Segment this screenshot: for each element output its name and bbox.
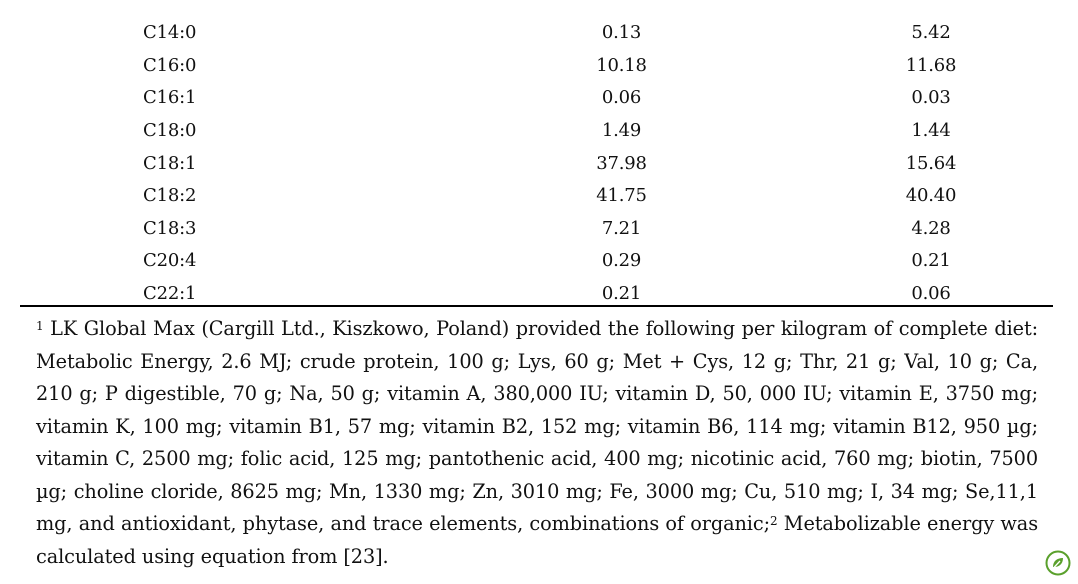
value-a-cell: 0.29 xyxy=(601,250,642,272)
value-b-cell: 40.40 xyxy=(905,185,957,207)
table-row xyxy=(22,245,1052,278)
value-a-cell: 7.21 xyxy=(601,217,642,239)
footnote-marker-1: 1 xyxy=(36,319,44,333)
table-row xyxy=(22,17,1052,50)
value-b-cell: 15.64 xyxy=(905,152,957,174)
value-a-cell: 0.21 xyxy=(601,283,642,305)
table-footnote xyxy=(36,313,1038,573)
value-a-cell: 0.13 xyxy=(601,22,642,44)
fatty-acid-table-container xyxy=(22,17,1052,310)
fatty-acid-table-body xyxy=(22,17,1052,310)
table-row xyxy=(22,180,1052,213)
value-b-cell: 0.06 xyxy=(911,283,951,305)
footnote-text-2: Metabolizable energy was calculated using equation from [23]. xyxy=(36,512,1039,568)
footnote-text-1: LK Global Max (Cargill Ltd., Kiszkowo, Poland) provided the following per kilogram of complete diet: Metabolic Energy, 2.6 MJ; crude protein, 100 g; Lys, 60 g; Met + Cys, 12 g; Thr, 21 g; Val, 10 g; Ca, 210 g; P digestible, 70 g; Na, 50 g; vitamin A, 380,000 IU; vitamin D, 50, 000 IU; vitamin E, 3750 mg; vitamin K, 100 mg; vitamin B1, 57 mg; vitamin B2, 152 mg; vitamin B6, 114 mg; vitamin B12, 950 µg; vitamin C, 2500 mg; folic acid, 125 mg; pantothenic acid, 400 mg; nicotinic acid, 760 mg; biotin, 7500 µg; choline cloride, 8625 mg; Mn, 1330 mg; Zn, 3010 mg; Fe, 3000 mg; Cu, 510 mg; I, 34 mg; Se,11,1 mg, and antioxidant, phytase, and trace elements, combinations of organic; xyxy=(36,317,1038,535)
table-row xyxy=(22,147,1052,180)
fatty-acid-name-cell: C18:1 xyxy=(143,152,197,174)
fatty-acid-name-cell: C18:2 xyxy=(143,185,197,207)
value-b-cell: 0.21 xyxy=(911,250,951,272)
value-b-cell: 1.44 xyxy=(911,120,951,142)
value-b-cell: 5.42 xyxy=(911,22,951,44)
fatty-acid-name-cell: C16:1 xyxy=(143,87,197,109)
fatty-acid-name-cell: C16:0 xyxy=(143,54,197,76)
value-a-cell: 0.06 xyxy=(601,87,642,109)
value-a-cell: 37.98 xyxy=(596,152,647,174)
fatty-acid-name-cell: C18:3 xyxy=(143,217,197,239)
fatty-acid-table xyxy=(22,17,1052,310)
value-a-cell: 41.75 xyxy=(596,185,647,207)
table-row xyxy=(22,213,1052,246)
footnote-marker-2: 2 xyxy=(769,514,778,528)
value-b-cell: 11.68 xyxy=(905,54,957,76)
value-b-cell: 0.03 xyxy=(911,87,951,109)
leaf-badge-icon[interactable] xyxy=(1045,550,1071,576)
table-row xyxy=(22,82,1052,115)
value-a-cell: 10.18 xyxy=(596,54,647,76)
table-row xyxy=(22,115,1052,148)
table-row xyxy=(22,50,1052,83)
fatty-acid-name-cell: C20:4 xyxy=(143,250,197,272)
value-a-cell: 1.49 xyxy=(601,120,642,142)
fatty-acid-name-cell: C14:0 xyxy=(143,22,197,44)
value-b-cell: 4.28 xyxy=(911,217,951,239)
fatty-acid-name-cell: C18:0 xyxy=(143,120,197,142)
fatty-acid-name-cell: C22:1 xyxy=(143,283,197,305)
table-bottom-rule xyxy=(20,305,1053,307)
